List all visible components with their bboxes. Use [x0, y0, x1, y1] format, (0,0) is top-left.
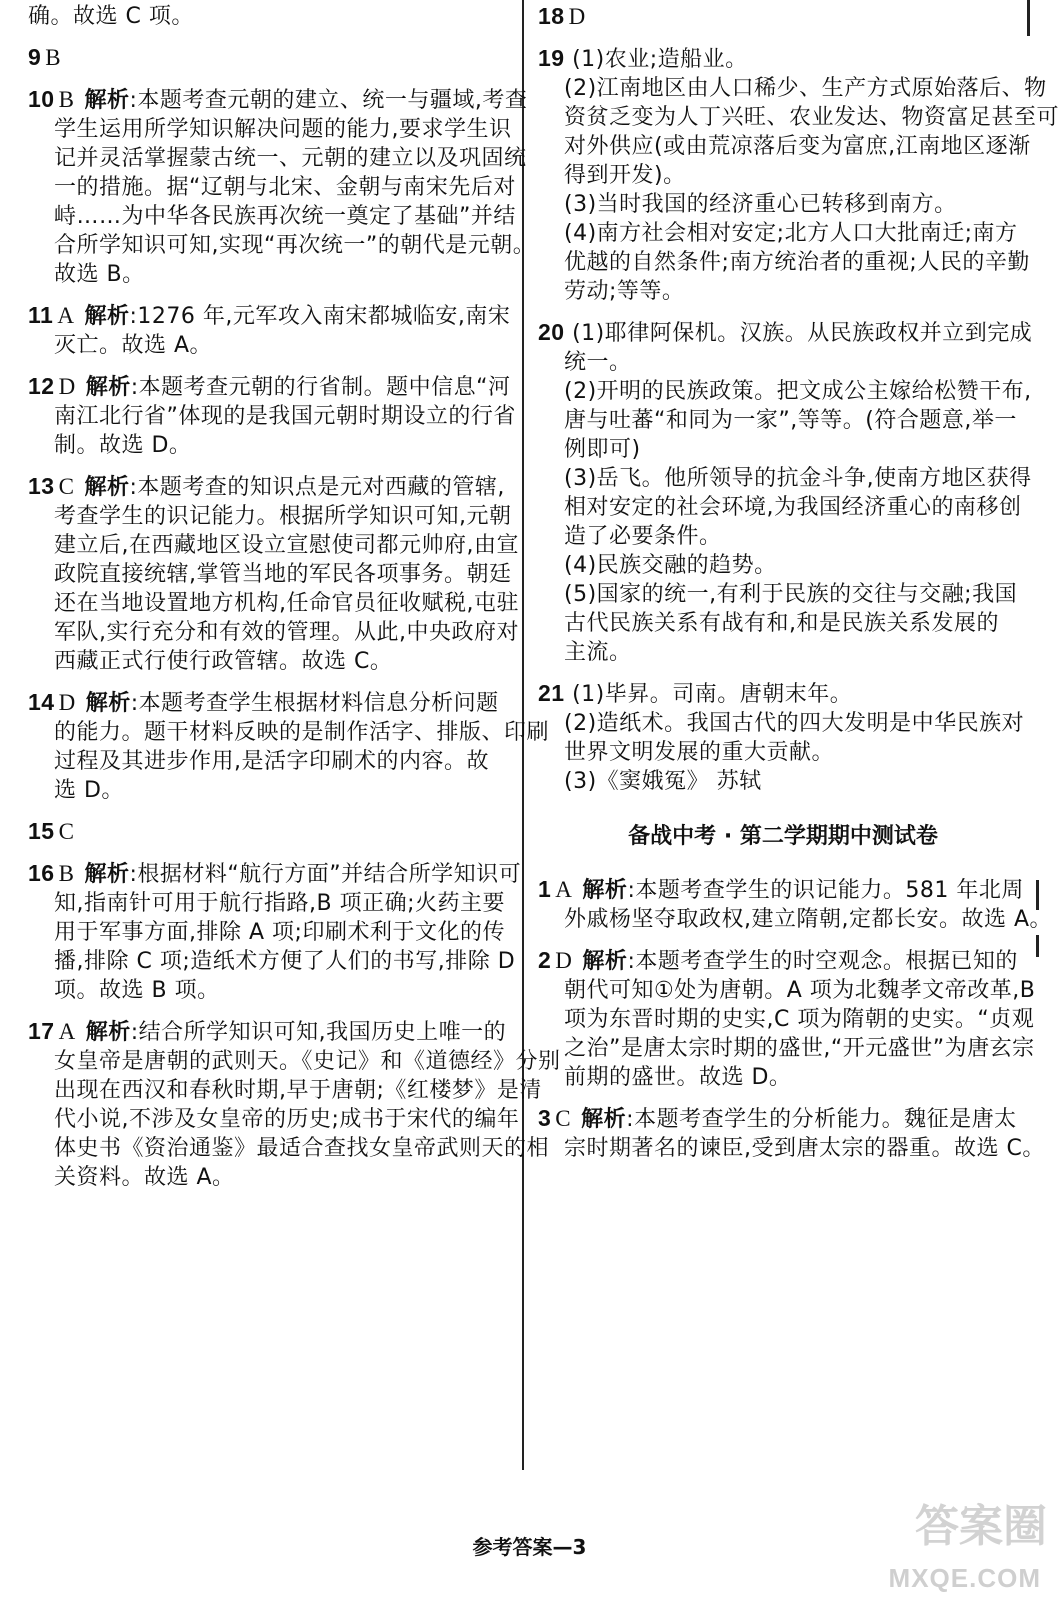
line-text: :1276 年,元军攻入南宋都城临安,南宋	[129, 304, 511, 329]
line-text: :本题考查元朝的行省制。题中信息“河	[130, 375, 511, 400]
line-text: :本题考查学生的识记能力。581 年北周	[627, 878, 1024, 903]
line-text: 项为东晋时期的史实,C 项为隋朝的史实。“贞观	[564, 1007, 1035, 1032]
line-text: 选 D。	[54, 778, 124, 803]
answer-item	[28, 301, 518, 360]
line-text: 建立后,在西藏地区设立宣慰使司都元帅府,由宣	[54, 533, 519, 558]
answer-line	[28, 2, 518, 31]
line-text: 确。故选 C 项。	[28, 4, 194, 29]
answer-line	[538, 2, 1028, 32]
answer-line	[538, 132, 1031, 161]
analysis-label: 解析	[85, 375, 131, 400]
line-text: (1)毕昇。司南。唐朝末年。	[572, 682, 853, 707]
answer-line	[538, 348, 1028, 377]
question-number: 12	[28, 373, 55, 399]
line-text: 之治”是唐太宗时期的盛世,“开元盛世”为唐玄宗	[564, 1036, 1035, 1061]
answer-line	[28, 947, 518, 976]
line-text: 前期的盛世。故选 D。	[564, 1065, 792, 1090]
question-number: 19	[538, 45, 565, 71]
answer-choice: B	[45, 45, 62, 70]
line-text: 世界文明发展的重大贡献。	[564, 740, 835, 765]
answer-line	[538, 248, 1028, 277]
question-number: 18	[538, 3, 565, 29]
line-text: 军队,实行充分和有效的管理。从此,中央政府对	[54, 620, 519, 645]
answer-item	[538, 2, 1028, 32]
line-text: :本题考查学生的分析能力。魏征是唐太	[626, 1107, 1017, 1132]
line-text: 用于军事方面,排除 A 项;印刷术利于文化的传	[54, 920, 505, 945]
answer-line	[538, 1063, 1028, 1092]
analysis-label: 解析	[84, 862, 130, 887]
answer-line	[538, 522, 1028, 551]
line-text: 造了必要条件。	[564, 524, 722, 549]
line-text: 过程及其进步作用,是活字印刷术的内容。故	[54, 749, 489, 774]
line-text: (4)南方社会相对安定;北方人口大批南迁;南方	[564, 221, 1018, 246]
line-text: 古代民族关系有战有和,和是民族关系发展的	[564, 611, 999, 636]
answer-choice: D	[555, 948, 573, 973]
answer-item	[28, 688, 550, 805]
answer-line	[28, 531, 518, 560]
line-text: 资贫乏变为人丁兴旺、农业发达、物资富足甚至可	[564, 105, 1059, 130]
answer-choice: C	[58, 474, 75, 499]
answer-line	[538, 738, 1028, 767]
answer-line	[28, 647, 518, 676]
answer-line	[28, 776, 518, 805]
answer-line	[28, 918, 518, 947]
answer-line	[28, 560, 518, 589]
line-text: 关资料。故选 A。	[54, 1165, 235, 1190]
answer-line	[28, 173, 518, 202]
line-text: 播,排除 C 项;造纸术方便了人们的书写,排除 D	[54, 949, 516, 974]
question-number: 14	[28, 689, 55, 715]
answer-line	[28, 688, 518, 718]
question-number: 3	[538, 1105, 552, 1131]
line-text: 劳动;等等。	[564, 279, 685, 304]
section-title: 备战中考 · 第二学期期中测试卷	[628, 824, 938, 849]
line-text: 对外供应(或由荒凉落后变为富庶,江南地区逐渐	[564, 134, 1031, 159]
line-text: :本题考查的知识点是元对西藏的管辖,	[129, 475, 505, 500]
answer-line	[538, 638, 1028, 667]
answer-line	[28, 231, 536, 260]
analysis-label: 解析	[85, 691, 131, 716]
line-text: 女皇帝是唐朝的武则天。《史记》和《道德经》分别	[54, 1049, 561, 1074]
line-text: 项。故选 B 项。	[54, 978, 220, 1003]
answer-line	[538, 679, 1028, 709]
line-text: 唐与吐蕃“和同为一家”,等等。(符合题意,举一	[564, 408, 1017, 433]
line-text: 出现在西汉和春秋时期,早于唐朝;《红楼梦》是清	[54, 1078, 542, 1103]
line-text: 主流。	[564, 640, 632, 665]
answer-line	[538, 219, 1028, 248]
answer-line	[28, 85, 528, 115]
answer-line	[538, 377, 1032, 406]
line-text: 记并灵活掌握蒙古统一、元朝的建立以及巩固统	[54, 146, 527, 171]
answer-item	[28, 817, 518, 847]
answer-line	[28, 331, 518, 360]
line-text: 制。故选 D。	[54, 433, 192, 458]
answer-choice: D	[58, 374, 76, 399]
answer-line	[28, 889, 518, 918]
line-text: :根据材料“航行方面”并结合所学知识可	[129, 862, 522, 887]
answer-line	[28, 431, 518, 460]
analysis-label: 解析	[582, 878, 628, 903]
line-text: :本题考查学生根据材料信息分析问题	[130, 691, 499, 716]
line-text: (1)耶律阿保机。汉族。从民族政权并立到完成	[572, 321, 1033, 346]
answer-line	[28, 718, 550, 747]
question-number: 16	[28, 860, 55, 886]
answer-choice: D	[568, 4, 586, 29]
answer-line	[28, 372, 518, 402]
answer-line	[28, 817, 518, 847]
answer-line	[538, 1034, 1035, 1063]
answer-line	[28, 472, 518, 502]
answer-item	[28, 43, 518, 73]
line-text: (3)岳飞。他所领导的抗金斗争,使南方地区获得	[564, 466, 1032, 491]
watermark-logo: 答案圈 MXQE.COM	[888, 1502, 1047, 1593]
line-text: 灭亡。故选 A。	[54, 333, 213, 358]
answer-choice: A	[58, 1019, 76, 1044]
line-text: 学生运用所学知识解决问题的能力,要求学生识	[54, 117, 512, 142]
line-text: (2)造纸术。我国古代的四大发明是中华民族对	[564, 711, 1025, 736]
answer-item	[28, 472, 518, 676]
answer-line	[538, 406, 1028, 435]
question-number: 1	[538, 876, 552, 902]
answer-choice: A	[57, 303, 75, 328]
answer-line	[538, 103, 1059, 132]
analysis-label: 解析	[84, 475, 130, 500]
line-text: 朝代可知①处为唐朝。A 项为北魏孝文帝改革,B	[564, 978, 1036, 1003]
line-text: 优越的自然条件;南方统治者的重视;人民的辛勤	[564, 250, 1030, 275]
answer-item	[28, 372, 518, 460]
answer-line	[538, 976, 1036, 1005]
answer-line	[28, 859, 522, 889]
line-text: 统一。	[564, 350, 632, 375]
line-text: 代小说,不涉及女皇帝的历史;成书于宋代的编年	[54, 1107, 520, 1132]
line-text: 外戚杨坚夺取政权,建立隋朝,定都长安。故选 A。	[564, 907, 1053, 932]
answer-item	[538, 44, 1059, 306]
edge-mark	[1036, 935, 1039, 957]
answer-line	[538, 946, 1028, 976]
answer-line	[538, 318, 1033, 348]
line-text: (3)《窦娥冤》 苏轼	[564, 769, 762, 794]
question-number: 11	[28, 302, 54, 328]
answer-choice: C	[58, 819, 75, 844]
answer-line	[538, 44, 1028, 74]
answer-line	[538, 609, 1028, 638]
answer-line	[28, 1134, 550, 1163]
page-footer: 参考答案—3	[472, 1535, 587, 1559]
answer-line	[538, 74, 1047, 103]
answer-line	[28, 301, 518, 331]
analysis-label: 解析	[84, 88, 130, 113]
analysis-label: 解析	[84, 304, 130, 329]
answer-line	[28, 260, 518, 289]
answer-line	[28, 1017, 518, 1047]
analysis-label: 解析	[581, 1107, 627, 1132]
answer-item	[28, 2, 518, 31]
answer-line	[538, 1104, 1028, 1134]
answer-line	[538, 190, 1028, 219]
question-number: 20	[538, 319, 565, 345]
answer-line	[28, 618, 518, 647]
line-text: 考查学生的识记能力。根据所学知识可知,元朝	[54, 504, 512, 529]
answer-line	[28, 115, 518, 144]
answer-choice: B	[58, 861, 75, 886]
answer-line	[28, 502, 518, 531]
line-text: 南江北行省”体现的是我国元朝时期设立的行省	[54, 404, 516, 429]
question-number: 9	[28, 44, 42, 70]
answer-line	[28, 747, 518, 776]
answer-line	[28, 43, 518, 73]
line-text: 得到开发)。	[564, 163, 686, 188]
line-text: 还在当地设置地方机构,任命官员征收赋税,屯驻	[54, 591, 519, 616]
answer-item	[538, 1104, 1045, 1163]
answer-line	[538, 709, 1028, 738]
answer-line	[28, 1076, 542, 1105]
answer-line	[28, 589, 518, 618]
line-text: 宗时期著名的谏臣,受到唐太宗的器重。故选 C。	[564, 1136, 1045, 1161]
line-text: 的能力。题干材料反映的是制作活字、排版、印刷	[54, 720, 550, 745]
answer-item	[538, 318, 1033, 667]
answer-line	[538, 161, 1028, 190]
answer-line	[28, 144, 527, 173]
answer-item	[28, 859, 522, 1005]
answer-line	[28, 976, 518, 1005]
line-text: 相对安定的社会环境,为我国经济重心的南移创	[564, 495, 1022, 520]
answer-item	[28, 85, 536, 289]
analysis-label: 解析	[582, 949, 628, 974]
question-number: 21	[538, 680, 565, 706]
answer-item	[538, 679, 1028, 796]
question-number: 17	[28, 1018, 55, 1044]
question-number: 10	[28, 86, 55, 112]
answer-line	[28, 402, 518, 431]
question-number: 13	[28, 473, 55, 499]
answer-item	[28, 1017, 561, 1192]
line-text: (2)开明的民族政策。把文成公主嫁给松赞干布,	[564, 379, 1032, 404]
line-text: :本题考查元朝的建立、统一与疆域,考查	[129, 88, 528, 113]
line-text: 政院直接统辖,掌管当地的军民各项事务。朝廷	[54, 562, 512, 587]
answer-line	[538, 277, 1028, 306]
answer-line	[538, 905, 1053, 934]
answer-line	[28, 1163, 518, 1192]
answer-choice: A	[555, 877, 573, 902]
line-text: 峙……为中华各民族再次统一奠定了基础”并结	[54, 204, 516, 229]
answer-line	[538, 493, 1028, 522]
line-text: 故选 B。	[54, 262, 145, 287]
question-number: 15	[28, 818, 55, 844]
answer-line	[538, 1134, 1045, 1163]
answer-item	[538, 875, 1053, 934]
answer-line	[538, 767, 1028, 796]
line-text: (3)当时我国的经济重心已转移到南方。	[564, 192, 957, 217]
line-text: 西藏正式行使行政管辖。故选 C。	[54, 649, 393, 674]
line-text: (4)民族交融的趋势。	[564, 553, 777, 578]
analysis-label: 解析	[85, 1020, 131, 1045]
line-text: :本题考查学生的时空观念。根据已知的	[627, 949, 1018, 974]
question-number: 2	[538, 947, 552, 973]
line-text: 一的措施。据“辽朝与北宋、金朝与南宋先后对	[54, 175, 516, 200]
answer-line	[28, 1047, 561, 1076]
line-text: (5)国家的统一,有利于民族的交往与交融;我国	[564, 582, 1018, 607]
line-text: :结合所学知识可知,我国历史上唯一的	[130, 1020, 507, 1045]
line-text: 例即可)	[564, 437, 641, 462]
line-text: 合所学知识可知,实现“再次统一”的朝代是元朝。	[54, 233, 536, 258]
line-text: 体史书《资治通鉴》最适合查找女皇帝武则天的相	[54, 1136, 550, 1161]
answer-line	[538, 580, 1028, 609]
answer-line	[538, 435, 1028, 464]
line-text: (1)农业;造船业。	[572, 47, 748, 72]
line-text: 知,指南针可用于航行指路,B 项正确;火药主要	[54, 891, 505, 916]
answer-choice: C	[555, 1106, 572, 1131]
answer-line	[538, 1005, 1035, 1034]
answer-line	[28, 202, 518, 231]
right-column	[538, 2, 1059, 1175]
answer-choice: D	[58, 690, 76, 715]
answer-line	[538, 551, 1028, 580]
answer-line	[538, 464, 1032, 493]
answer-line	[28, 1105, 518, 1134]
answer-choice: B	[58, 87, 75, 112]
answer-item	[538, 946, 1036, 1092]
answer-line	[538, 875, 1028, 905]
line-text: (2)江南地区由人口稀少、生产方式原始落后、物	[564, 76, 1047, 101]
